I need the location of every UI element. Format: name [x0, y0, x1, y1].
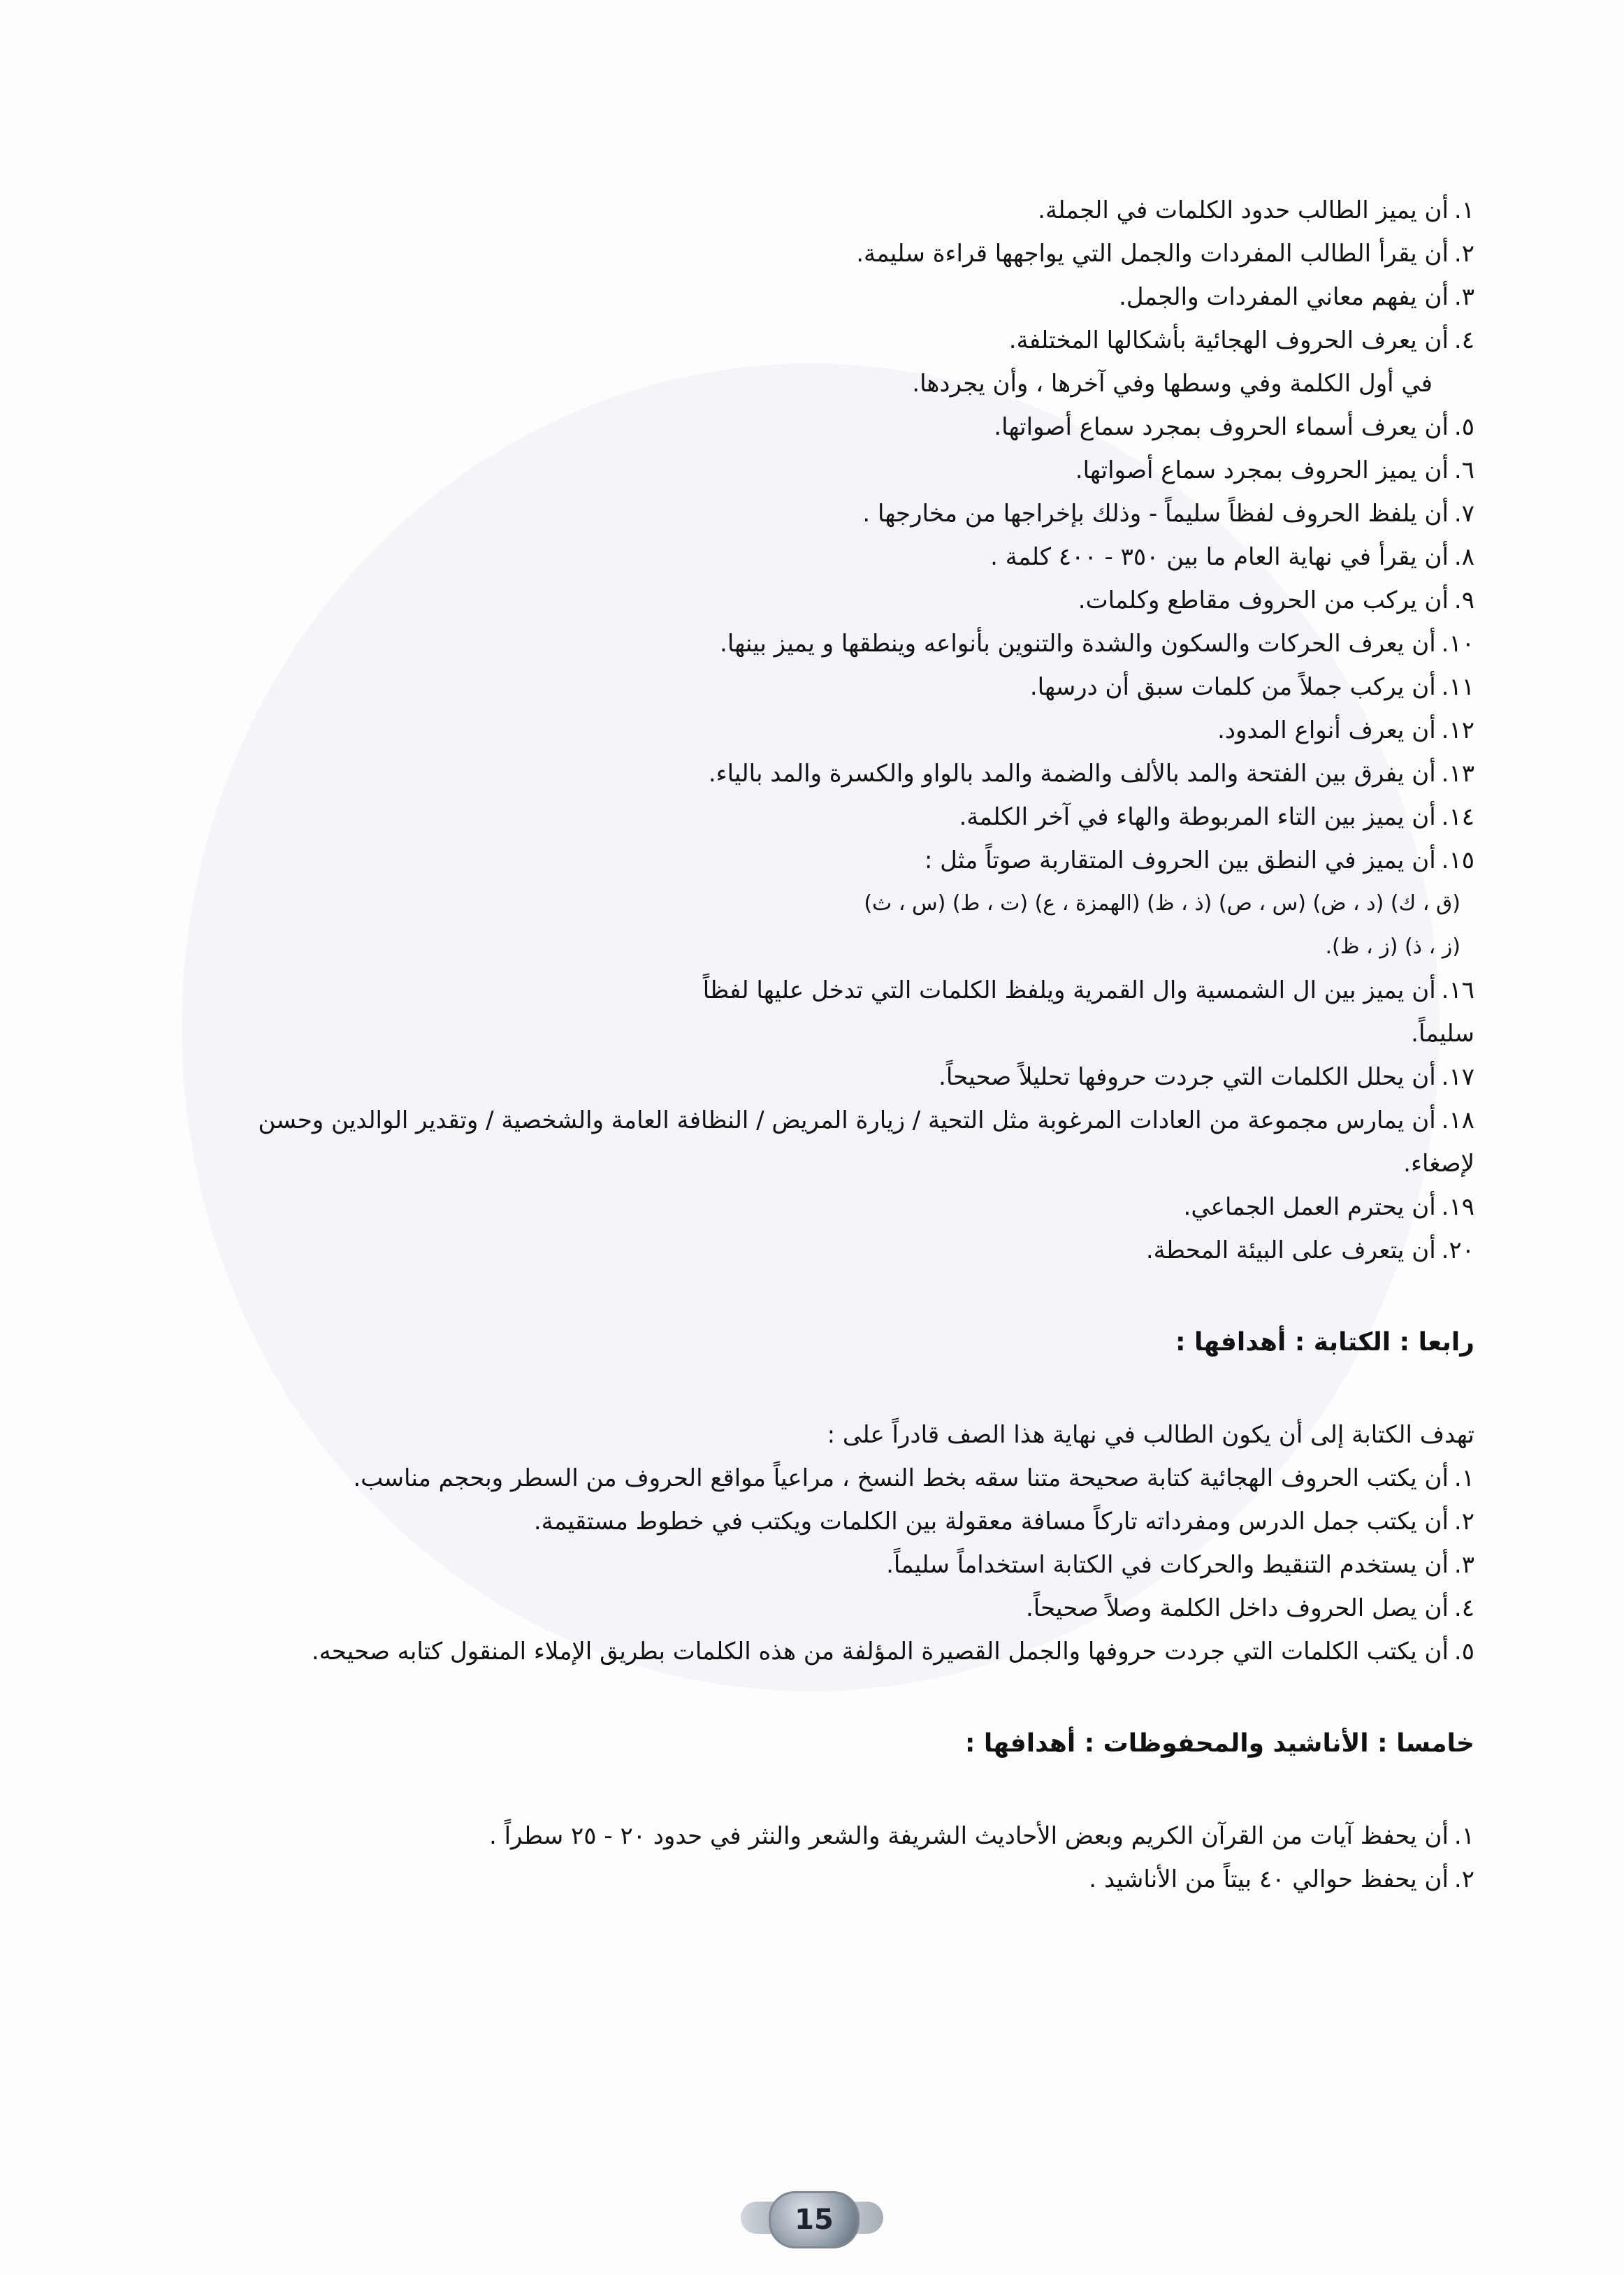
item-number: ١٥.	[1441, 846, 1474, 874]
item-text: أن يعرف الحركات والسكون والشدة والتنوين بأنواعه وينطقها و يميز بينها.	[720, 630, 1436, 658]
letter-pairs-example: (ز ، ذ) (ز ، ظ).	[1325, 934, 1460, 959]
item-text: أن يميز في النطق بين الحروف المتقاربة صوتاً مثل :	[924, 846, 1436, 874]
item-text: أن يحترم العمل الجماعي.	[1183, 1193, 1436, 1221]
item-text: أن يفرق بين الفتحة والمد بالألف والضمة والمد بالواو والكسرة والمد بالياء.	[708, 760, 1436, 788]
list-item	[210, 752, 1474, 795]
item-text: أن يكتب الحروف الهجائية كتابة صحيحة متنا سقه بخط النسخ ، مراعياً مواقع الحروف من السطر وبحجم مناسب.	[353, 1464, 1449, 1492]
item-text-continuation: سليماً.	[1411, 1020, 1474, 1048]
list-item	[210, 579, 1474, 622]
list-item	[210, 1099, 1474, 1142]
page-number: 15	[795, 2204, 834, 2236]
item-text: أن يعرف أنواع المدود.	[1217, 716, 1436, 744]
item-text: أن يحلل الكلمات التي جردت حروفها تحليلاً صحيحاً.	[938, 1063, 1436, 1091]
item-text: أن يتعرف على البيئة المحطة.	[1145, 1236, 1436, 1264]
document-body	[210, 189, 1474, 1901]
item-number: ٢.	[1453, 240, 1474, 268]
item-text: أن يميز الحروف بمجرد سماع أصواتها.	[1075, 456, 1449, 484]
item-text: أن يركب من الحروف مقاطع وكلمات.	[1078, 586, 1449, 614]
item-number: ٧.	[1453, 500, 1474, 528]
letter-pairs-example: (ق ، ك) (د ، ض) (س ، ص) (ذ ، ظ) (الهمزة ، ع) (ت ، ط) (س ، ث)	[864, 891, 1460, 916]
item-number: ١٢.	[1441, 716, 1474, 744]
item-number: ٢.	[1453, 1508, 1474, 1536]
item-number: ١٤.	[1441, 803, 1474, 831]
item-text: أن يميز بين ال الشمسية وال القمرية ويلفظ الكلمات التي تدخل عليها لفظاً	[702, 976, 1436, 1004]
list-item	[210, 622, 1474, 665]
list-item	[210, 1814, 1474, 1858]
item-number: ١.	[1453, 1464, 1474, 1492]
item-number: ٥.	[1453, 1638, 1474, 1666]
item-number: ١٨.	[1441, 1106, 1474, 1134]
list-item	[210, 1055, 1474, 1099]
list-item	[210, 969, 1474, 1012]
item-text: أن يميز بين التاء المربوطة والهاء في آخر الكلمة.	[959, 803, 1436, 831]
item-text: أن يميز الطالب حدود الكلمات في الجملة.	[1038, 196, 1449, 224]
item-number: ١٣.	[1441, 760, 1474, 788]
item-number: ١٠.	[1441, 630, 1474, 658]
item-number: ٤.	[1453, 326, 1474, 354]
item-number: ١٩.	[1441, 1193, 1474, 1221]
page-number-badge	[769, 2191, 860, 2248]
item-number: ١١.	[1441, 673, 1474, 701]
objectives-list-reading-continued	[210, 969, 1474, 1272]
list-item	[210, 1500, 1474, 1543]
item-text: أن يركب جملاً من كلمات سبق أن درسها.	[1029, 673, 1436, 701]
objectives-list-recitation	[210, 1814, 1474, 1901]
item-number: ٩.	[1453, 586, 1474, 614]
item-text: أن يصل الحروف داخل الكلمة وصلاً صحيحاً.	[1025, 1594, 1449, 1622]
item-number: ٢٠.	[1441, 1236, 1474, 1264]
writing-intro: تهدف الكتابة إلى أن يكون الطالب في نهاية هذا الصف قادراً على :	[827, 1421, 1474, 1449]
item-text: أن يعرف الحروف الهجائية بأشكالها المختلفة.	[1008, 326, 1449, 354]
list-item	[210, 362, 1474, 405]
objectives-list-writing	[210, 1457, 1474, 1673]
list-item	[210, 1457, 1474, 1500]
list-item	[210, 275, 1474, 319]
item-number: ١٧.	[1441, 1063, 1474, 1091]
list-item	[210, 1185, 1474, 1229]
list-item	[210, 839, 1474, 882]
list-item	[210, 189, 1474, 232]
item-number: ١.	[1453, 1822, 1474, 1850]
item-number: ١٦.	[1441, 976, 1474, 1004]
item-number: ٣.	[1453, 283, 1474, 311]
objectives-list-reading	[210, 189, 1474, 882]
list-item	[210, 1229, 1474, 1272]
list-item	[210, 535, 1474, 579]
item-text: أن يكتب جمل الدرس ومفرداته تاركاً مسافة معقولة بين الكلمات ويكتب في خطوط مستقيمة.	[533, 1508, 1449, 1536]
item-text: أن يعرف أسماء الحروف بمجرد سماع أصواتها.	[994, 413, 1449, 441]
item-number: ٥.	[1453, 413, 1474, 441]
list-item	[210, 449, 1474, 492]
item-text-continuation: لإصغاء.	[1403, 1150, 1474, 1178]
item-text: أن يستخدم التنقيط والحركات في الكتابة استخداماً سليماً.	[886, 1551, 1449, 1579]
item-text: أن يمارس مجموعة من العادات المرغوبة مثل التحية / زيارة المريض / النظافة العامة والشخصية / وتقدير الوالدين وحسن	[258, 1106, 1436, 1134]
list-item	[210, 405, 1474, 449]
list-item	[210, 1543, 1474, 1587]
list-item	[210, 795, 1474, 839]
item-number: ١.	[1453, 196, 1474, 224]
list-item	[210, 1587, 1474, 1630]
list-item	[210, 1630, 1474, 1673]
item-text: أن يفهم معاني المفردات والجمل.	[1119, 283, 1449, 311]
list-item	[210, 709, 1474, 752]
section-heading-recitation: خامسا : الأناشيد والمحفوظات : أهدافها :	[964, 1729, 1474, 1758]
item-number: ٢.	[1453, 1865, 1474, 1893]
list-item	[210, 665, 1474, 709]
list-item	[210, 319, 1474, 362]
item-number: ٦.	[1453, 456, 1474, 484]
item-number: ٨.	[1453, 543, 1474, 571]
item-text: أن يقرأ في نهاية العام ما بين ٣٥٠ - ٤٠٠ كلمة .	[990, 543, 1449, 571]
list-item	[210, 1858, 1474, 1901]
item-number: ٣.	[1453, 1551, 1474, 1579]
item-text: في أول الكلمة وفي وسطها وفي آخرها ، وأن يجردها.	[912, 370, 1433, 398]
item-text: أن يلفظ الحروف لفظاً سليماً - وذلك بإخراجها من مخارجها .	[862, 500, 1449, 528]
item-text: أن يحفظ حوالي ٤٠ بيتاً من الأناشيد .	[1089, 1865, 1449, 1893]
list-item	[210, 492, 1474, 535]
item-number: ٤.	[1453, 1594, 1474, 1622]
item-text: أن يحفظ آيات من القرآن الكريم وبعض الأحاديث الشريفة والشعر والنثر في حدود ٢٠ - ٢٥ سطراً .	[489, 1822, 1449, 1850]
section-heading-writing: رابعا : الكتابة : أهدافها :	[1175, 1328, 1474, 1357]
item-text: أن يقرأ الطالب المفردات والجمل التي يواجهها قراءة سليمة.	[856, 240, 1449, 268]
list-item	[210, 232, 1474, 275]
item-text: أن يكتب الكلمات التي جردت حروفها والجمل القصيرة المؤلفة من هذه الكلمات بطريق الإملاء المنقول كتابه صحيحه.	[311, 1638, 1449, 1666]
